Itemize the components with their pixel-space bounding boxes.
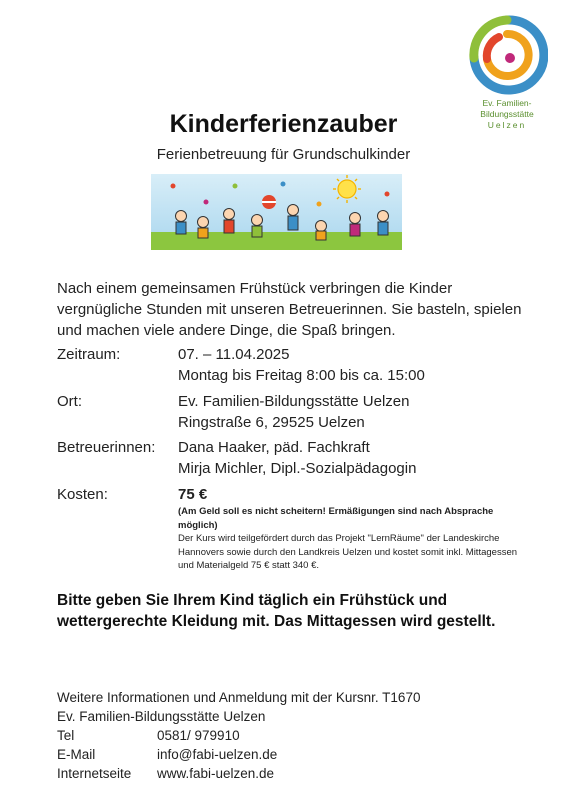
email-label: E-Mail xyxy=(57,747,96,762)
tel-value[interactable]: 0581/ 979910 xyxy=(157,728,240,743)
footer-web-row xyxy=(57,764,420,783)
footer-info-line: Weitere Informationen und Anmeldung mit der Kursnr. T1670 xyxy=(57,690,421,705)
parent-notice: Bitte geben Sie Ihrem Kind täglich ein Frühstück und wettergerechte Kleidung mit. Das Mittagessen wird gestellt. xyxy=(57,592,496,630)
footer-org-line: Ev. Familien-Bildungsstätte Uelzen xyxy=(57,709,266,724)
spiral-logo-icon xyxy=(466,14,548,96)
ort-label: Ort: xyxy=(57,393,82,410)
contact-footer xyxy=(57,688,420,783)
betreuerinnen-label: Betreuerinnen: xyxy=(57,439,156,456)
kosten-funding-note: Der Kurs wird teilgefördert durch das Projekt "LernRäume" der Landeskirche Hannovers sowie durch den Landkreis Uelzen und kostet somit inkl. Mittagessen und Materialgeld 75 € statt 340 €. xyxy=(178,533,518,571)
zeitraum-dates: 07. – 11.04.2025 xyxy=(178,346,290,363)
children-playing-illustration-icon xyxy=(151,174,402,250)
website-link[interactable]: www.fabi-uelzen.de xyxy=(157,766,275,781)
page-title: Kinderferienzauber xyxy=(169,110,398,138)
logo-text-line3: Uelzen xyxy=(487,120,527,130)
page-subtitle: Ferienbetreuung für Grundschulkinder xyxy=(156,146,411,163)
zeitraum-times: Montag bis Freitag 8:00 bis ca. 15:00 xyxy=(178,367,425,384)
logo-text-line1: Ev. Familien- xyxy=(482,98,532,108)
kosten-discount-note: (Am Geld soll es nicht scheitern! Ermäßigungen sind nach Absprache möglich) xyxy=(178,506,494,531)
kosten-price: 75 € xyxy=(178,486,208,503)
footer-tel-row xyxy=(57,726,420,745)
betreuerin-1: Dana Haaker, päd. Fachkraft xyxy=(178,439,370,456)
footer-email-row xyxy=(57,745,420,764)
betreuerin-2: Mirja Michler, Dipl.-Sozialpädagogin xyxy=(178,460,417,477)
ort-name: Ev. Familien-Bildungsstätte Uelzen xyxy=(178,393,410,410)
tel-label: Tel xyxy=(57,728,75,743)
logo-text-line2: Bildungsstätte xyxy=(480,109,534,119)
zeitraum-label: Zeitraum: xyxy=(57,346,121,363)
kosten-label: Kosten: xyxy=(57,486,108,503)
email-link[interactable]: info@fabi-uelzen.de xyxy=(157,747,278,762)
intro-text: Nach einem gemeinsamen Frühstück verbringen die Kinder vergnügliche Stunden mit unseren Betreuerinnen. Sie basteln, spielen und machen viele andere Dinge, die Spaß bringen. xyxy=(57,280,522,339)
web-label: Internetseite xyxy=(57,766,132,781)
ort-address: Ringstraße 6, 29525 Uelzen xyxy=(178,414,365,431)
